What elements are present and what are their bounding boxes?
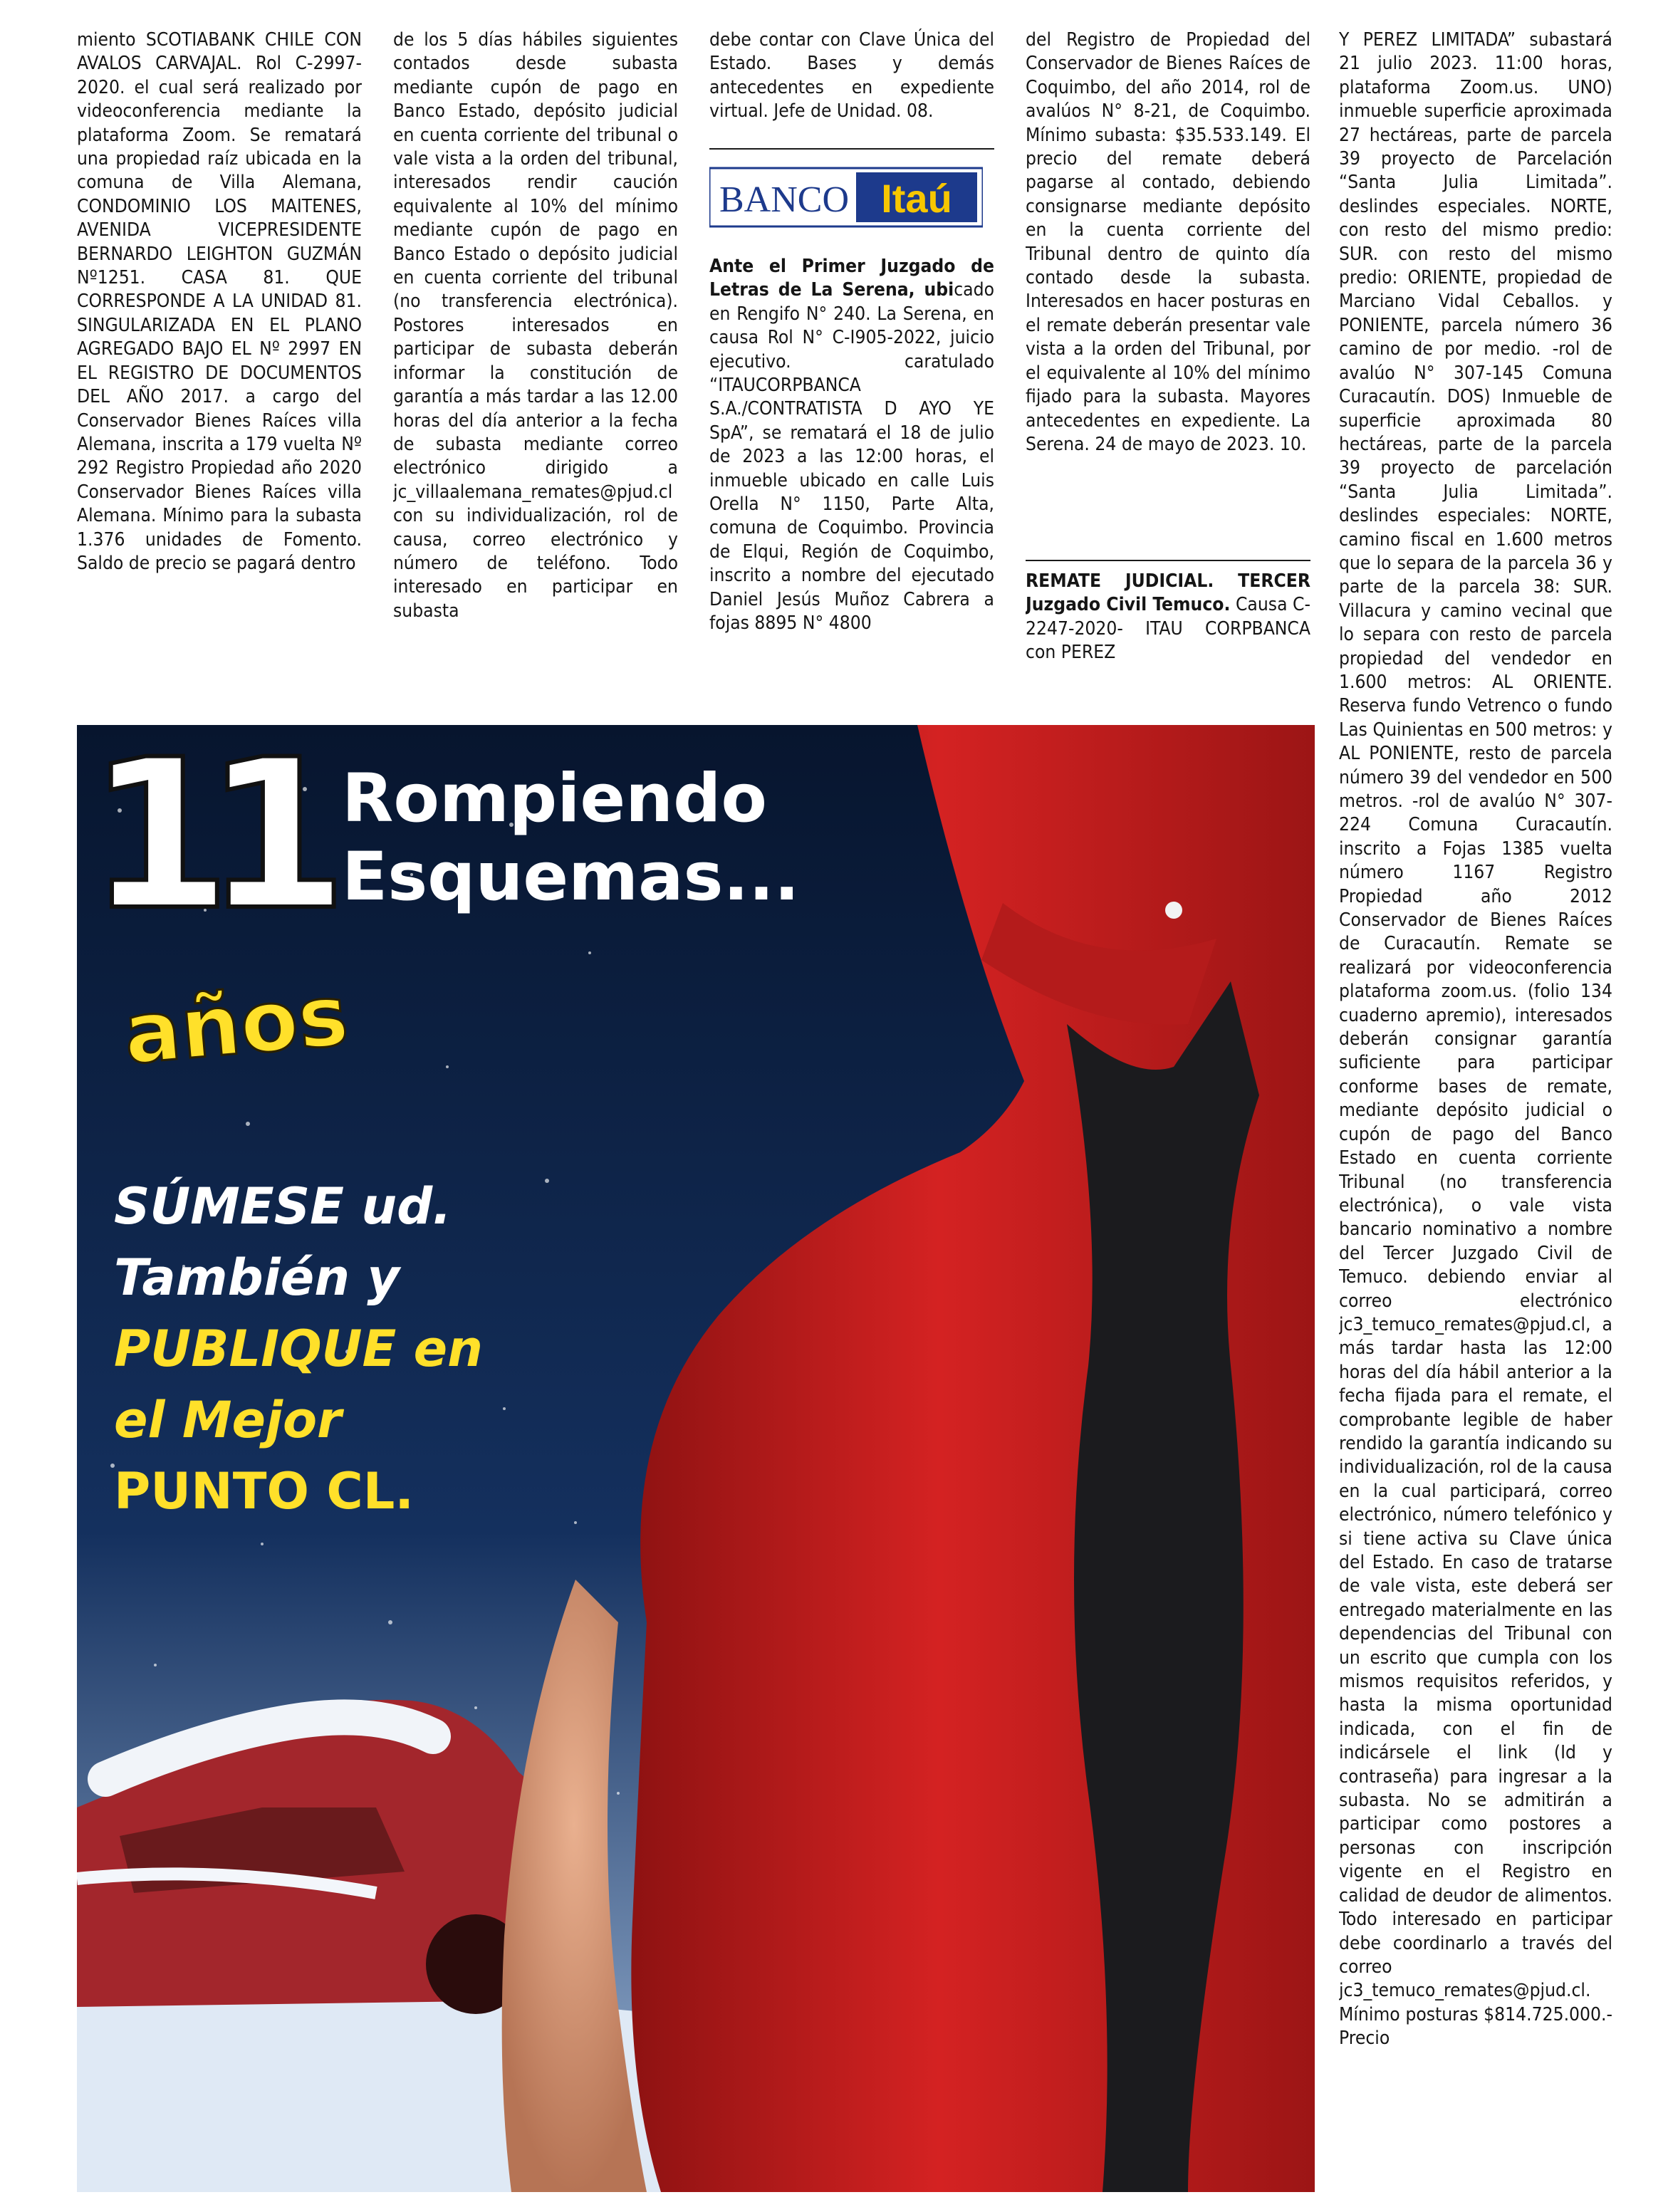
notice-text: miento SCOTIABANK CHILE CON AVALOS CARVAJAL. Rol C-2997-2020. el cual será realizado por videoconferencia mediante la plataforma Zoom. Se rematará una propiedad raíz ubicada en la comuna de Villa Alemana, CONDOMINIO LOS MAITENES, AVENIDA VICEPRESIDENTE BERNARDO LEIGHTON GUZMÁN Nº1251. CASA 81. QUE CORRESPONDE A LA UNIDAD 81. SINGULARIZADA EN EL PLANO AGREGADO BAJO EL Nº 2997 EN EL REGISTRO DE DOCUMENTOS DEL AÑO 2017. a cargo del Conservador Bienes Raíces villa Alemana, inscrita a 179 vuelta Nº 292 Registro Propiedad año 2020 Conservador Bienes Raíces villa Alemana. Mínimo para la subasta 1.376 unidades de Fomento. Saldo de precio se pagará dentro [77, 29, 362, 574]
ad-slogan-2: También y [114, 1248, 400, 1307]
notice-text: de los 5 días hábiles siguientes contados desde subasta mediante cupón de pago en Banco Estado, depósito judicial en cuenta corriente del tribunal o vale vista a la orden del tribunal, interesados rendir caución equivalente al 10% del mínimo mediante cupón de pago en Banco Estado o depósito judicial en cuenta corriente del tribunal (no transferencia electrónica). Postores interesados en participar de subasta deberán informar la constitución de garantía a más tardar a las 12.00 horas del día anterior a la fecha de subasta mediante correo electrónico dirigido a jc_villaalemana_remates@pjud.cl con su individualización, rol de causa, correo electrónico y número de teléfono. Todo interesado en participar en subasta [393, 29, 678, 622]
logo-banco-text: BANCO [719, 179, 850, 220]
ad-slogan-4: el Mejor [114, 1391, 342, 1449]
banco-itau-logo [709, 165, 983, 229]
notice-temuco [1026, 570, 1310, 684]
notice-column-2 [393, 28, 678, 684]
notice-column-1 [77, 28, 362, 684]
notice-heading: REMATE JUDICIAL. TERCER Juzgado Civil Temuco. [1026, 570, 1310, 616]
notice-text: del Registro de Propiedad del Conservador de Bienes Raíces de Coquimbo, del año 2014, rol de avalúos N° 8-21, de Coquimbo. Mínimo subasta: $35.533.149. El precio del remate deberá pagarse al contado, debiendo consignarse mediante depósito en la cuenta corriente del Tribunal dentro de quinto día contado desde la subasta. Interesados en hacer posturas en el remate deberán presentar vale vista a la orden del Tribunal, por el equivalente al 10% del mínimo fijado para la subasta. Mayores antecedentes en expediente. La Serena. 24 de mayo de 2023. 10. [1026, 29, 1310, 455]
notice-text: debe contar con Clave Única del Estado. Bases y demás antecedentes en expediente virtual. Jefe de Unidad. 08. [709, 29, 994, 122]
notice-column-5 [1339, 28, 1612, 2193]
column-divider [709, 148, 994, 150]
notice-column-4 [1026, 28, 1310, 541]
ad-number-11: 11 [88, 725, 321, 956]
advertisement-banner [77, 725, 1315, 2192]
notice-heading: Ante el Primer Juzgado de Letras de La Serena, ubi [709, 256, 994, 301]
ad-title-line2: Esquemas... [342, 838, 800, 916]
notice-text: Y PEREZ LIMITADA” subastará 21 julio 2023. 11:00 horas, plataforma Zoom.us. UNO) inmueble superficie aproximada 27 hectáreas, parte de parcela 39 proyecto de Parcelación “Santa Julia Limitada”. deslindes especiales. NORTE, con resto del mismo predio: SUR. con resto del mismo predio: ORIENTE, propiedad de Marciano Vidal Ceballos. y PONIENTE, parcela número 36 camino de por medio. -rol de avalúo N° 307-145 Comuna Curacautín. DOS) Inmueble de superficie aproximada 80 hectáreas, parte de la parcela 39 proyecto de parcelación “Santa Julia Limitada”. deslindes especiales: NORTE, camino fiscal en 1.600 metros que lo separa de la parcela 36 y parte de la parcela 38: SUR. Villacura y camino vecinal que lo separa con resto de parcela propiedad del vendedor en 1.600 metros: AL ORIENTE. Reserva fundo Vetrenco o fundo Las Quinientas en 500 metros: y AL PONIENTE, resto de parcela número 39 del vendedor en 500 metros. -rol de avalúo N° 307-224 Comuna Curacautín. inscrito a Fojas 1385 vuelta número 1167 Registro Propiedad año 2012 Conservador de Bienes Raíces de Curacautín. Remate se realizará por videoconferencia plataforma zoom.us. (folio 134 cuaderno apremio), interesados deberán consignar garantía suficiente para participar conforme bases de remate, mediante depósito judicial o cupón de pago del Banco Estado en cuenta corriente Tribunal (no transferencia electrónica), o vale vista bancario nominativo a nombre del Tercer Juzgado Civil de Temuco. debiendo enviar al correo electrónico jc3_temuco_remates@pjud.cl, a más tardar hasta las 12:00 horas del día hábil anterior a la fecha fijada para el remate, el comprobante legible de haber rendido la garantía indicando su individualización, rol de la causa en la cual participará, correo electrónico, número telefónico y si tiene activa su Clave única del Estado. En caso de tratarse de vale vista, este deberá ser entregado materialmente en las dependencias del Tribunal con un escrito que cumpla con los mismos requisitos referidos, y hasta la misma oportunidad indicada, con el fin de indicársele el link (Id y contraseña) para ingresar a la subasta. No se admitirán a participar como postores a personas con inscripción vigente en el Registro en calidad de deudor de alimentos. Todo interesado en participar debe coordinarlo a través del correo jc3_temuco_remates@pjud.cl. Mínimo posturas $814.725.000.- Precio [1339, 29, 1612, 2050]
notice-text: cado en Rengifo N° 240. La Serena, en causa Rol N° C-I905-2022, juicio ejecutivo. caratulado “ITAUCORPBANCA S.A./CONTRATISTA D AYO YE SpA”, se rematará el 18 de julio de 2023 a las 12:00 horas, el inmueble ubicado en calle Luis Orella N° 1150, Parte Alta, comuna de Coquimbo. Provincia de Elqui, Región de Coquimbo, inscrito a nombre del ejecutado Daniel Jesús Muñoz Cabrera a fojas 8895 N° 4800 [709, 279, 994, 635]
logo-itau-text: Itaú [881, 176, 952, 221]
ad-years: años [120, 965, 353, 1083]
ad-slogan-5: PUNTO CL. [114, 1462, 414, 1520]
ad-title-line1: Rompiendo [342, 760, 767, 838]
ad-slogan-1: SÚMESE ud. [114, 1177, 452, 1236]
notice-text: Causa C- 2247-2020- ITAU CORPBANCA con PEREZ [1026, 594, 1310, 664]
column-divider [1026, 560, 1310, 561]
ad-slogan-3: PUBLIQUE en [114, 1320, 483, 1378]
notice-itau [709, 255, 994, 682]
